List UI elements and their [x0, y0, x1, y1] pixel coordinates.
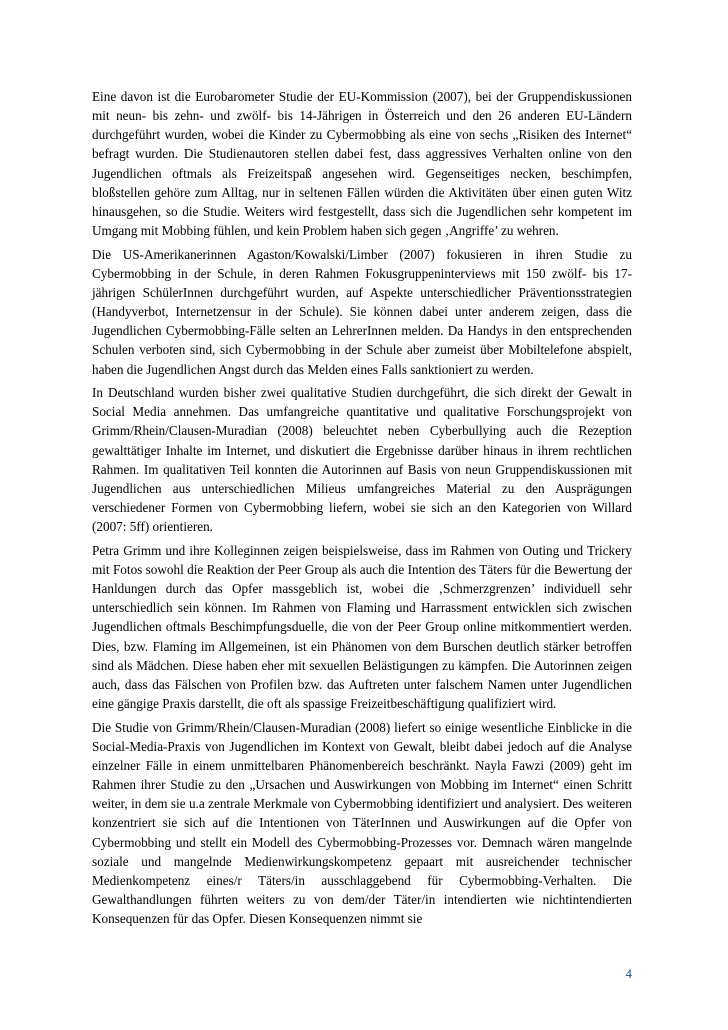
paragraph-grimm-findings: Petra Grimm und ihre Kolleginnen zeigen beispielsweise, dass im Rahmen von Outing und Trickery mit Fotos sowohl die Reaktion der Peer Group als auch die Intention des Täters für die Bewertung der Hanldungen durch das Opfer massgeblich ist, wobei die ‚Schmerzgrenzen’ individuell sehr unterschiedlich sein können. Im Rahmen von Flaming und Harrassment entwicklen sich zwischen Jugendlichen oftmals Beschimpfungsduelle, die von der Peer Group online mitkommentiert werden. Dies, bzw. Flaming im Allgemeinen, ist ein Phänomen von dem Burschen deutlich stärker betroffen sind als Mädchen. Diese haben eher mit sexuellen Belästigungen zu kämpfen. Die Autorinnen zeigen auch, dass das Fälschen von Profilen bzw. das Auftreten unter falschem Namen unter Jugendlichen eine gängige Praxis darstellt, die oft als spassige Freizeitbeschäftigung qualifiziert wird. [92, 542, 632, 712]
document-body [92, 87, 632, 933]
paragraph-us-study: Die US-Amerikanerinnen Agaston/Kowalski/Limber (2007) fokusieren in ihren Studie zu Cybermobbing in der Schule, in deren Rahmen Fokusgruppeninterviews mit 150 zwölf- bis 17-jährigen SchülerInnen durchgeführt wurden, auf Aspekte unterschiedlicher Präventionsstrategien (Handyverbot, Internetzensur in der Schule). Sie können dabei unter anderem zeigen, dass die Jugendlichen Cybermobbing-Fälle selten an LehrerInnen melden. Da Handys in den entsprechenden Schulen verboten sind, sich Cybermobbing in der Schule aber zumeist über Mobiltelefone abspielt, haben die Jugendlichen Angst durch das Melden eines Falls sanktioniert zu werden. [92, 246, 632, 377]
paragraph-eurobarometer: Eine davon ist die Eurobarometer Studie der EU-Kommission (2007), bei der Gruppendiskussionen mit neun- bis zehn- und zwölf- bis 14-Jährigen in Österreich und den 26 anderen EU-Ländern durchgeführt wurden, wobei die Kinder zu Cybermobbing als eine von sechs „Risiken des Internet“ befragt wurden. Die Studienautoren stellen dabei fest, dass aggressives Verhalten online von den Jugendlichen oftmals als Freizeitspaß angesehen wird. Gegenseitiges necken, beschimpfen, bloßstellen gehöre zum Alltag, nur in seltenen Fällen würden die Aktivitäten über einen guten Witz hinausgehen, so die Studie. Weiters wird festgestellt, dass sich die Jugendlichen sehr kompetent im Umgang mit Mobbing fühlen, und kein Problem haben sich gegen ‚Angriffe’ zu wehren. [92, 89, 632, 239]
paragraph-fawzi-study: Die Studie von Grimm/Rhein/Clausen-Muradian (2008) liefert so einige wesentliche Einblicke in die Social-Media-Praxis von Jugendlichen im Kontext von Gewalt, bleibt dabei jedoch auf die Analyse einzelner Fälle in einem unmittelbaren Phänomenbereich beschränkt. Nayla Fawzi (2009) geht im Rahmen ihrer Studie zu den „Ursachen und Auswirkungen von Mobbing im Internet“ einen Schritt weiter, in dem sie u.a zentrale Merkmale von Cybermobbing identifiziert und analysiert. Des weiteren konzentriert sie sich auf die Intentionen von TäterInnen und Auswirkungen auf die Opfer von Cybermobbing und stellt ein Modell des Cybermobbing-Prozesses vor. Demnach wären mangelnde soziale und mangelnde Medienwirkungskompetenz gepaart mit ausreichender technischer Medienkompetenz eines/r Täters/in ausschlaggebend für Cybermobbing-Verhalten. Die Gewalthandlungen führten weiters zu von dem/der Täter/in intendierten wie nichtintendierten Konsequenzen für das Opfer. Diesen Konsequenzen nimmt sie [92, 719, 632, 927]
page-number: 4 [625, 966, 632, 981]
paragraph-germany-studies: In Deutschland wurden bisher zwei qualitative Studien durchgeführt, die sich direkt der Gewalt in Social Media annehmen. Das umfangreiche quantitative und qualitative Forschungsprojekt von Grimm/Rhein/Clausen-Muradian (2008) beleuchtet neben Cyberbullying auch die Rezeption gewalttätiger Inhalte im Internet, und diskutiert die Ergebnisse darüber hinaus in ihrem rechtlichen Rahmen. Im qualitativen Teil konnten die Autorinnen auf Basis von neun Gruppendiskussionen mit Jugendlichen aus unterschiedlichen Milieus umfangreiches Material zu den Ausprägungen verschiedener Formen von Cybermobbing liefern, wobei sie sich an den Kategorien von Willard (2007: 5ff) orientieren. [92, 385, 632, 535]
